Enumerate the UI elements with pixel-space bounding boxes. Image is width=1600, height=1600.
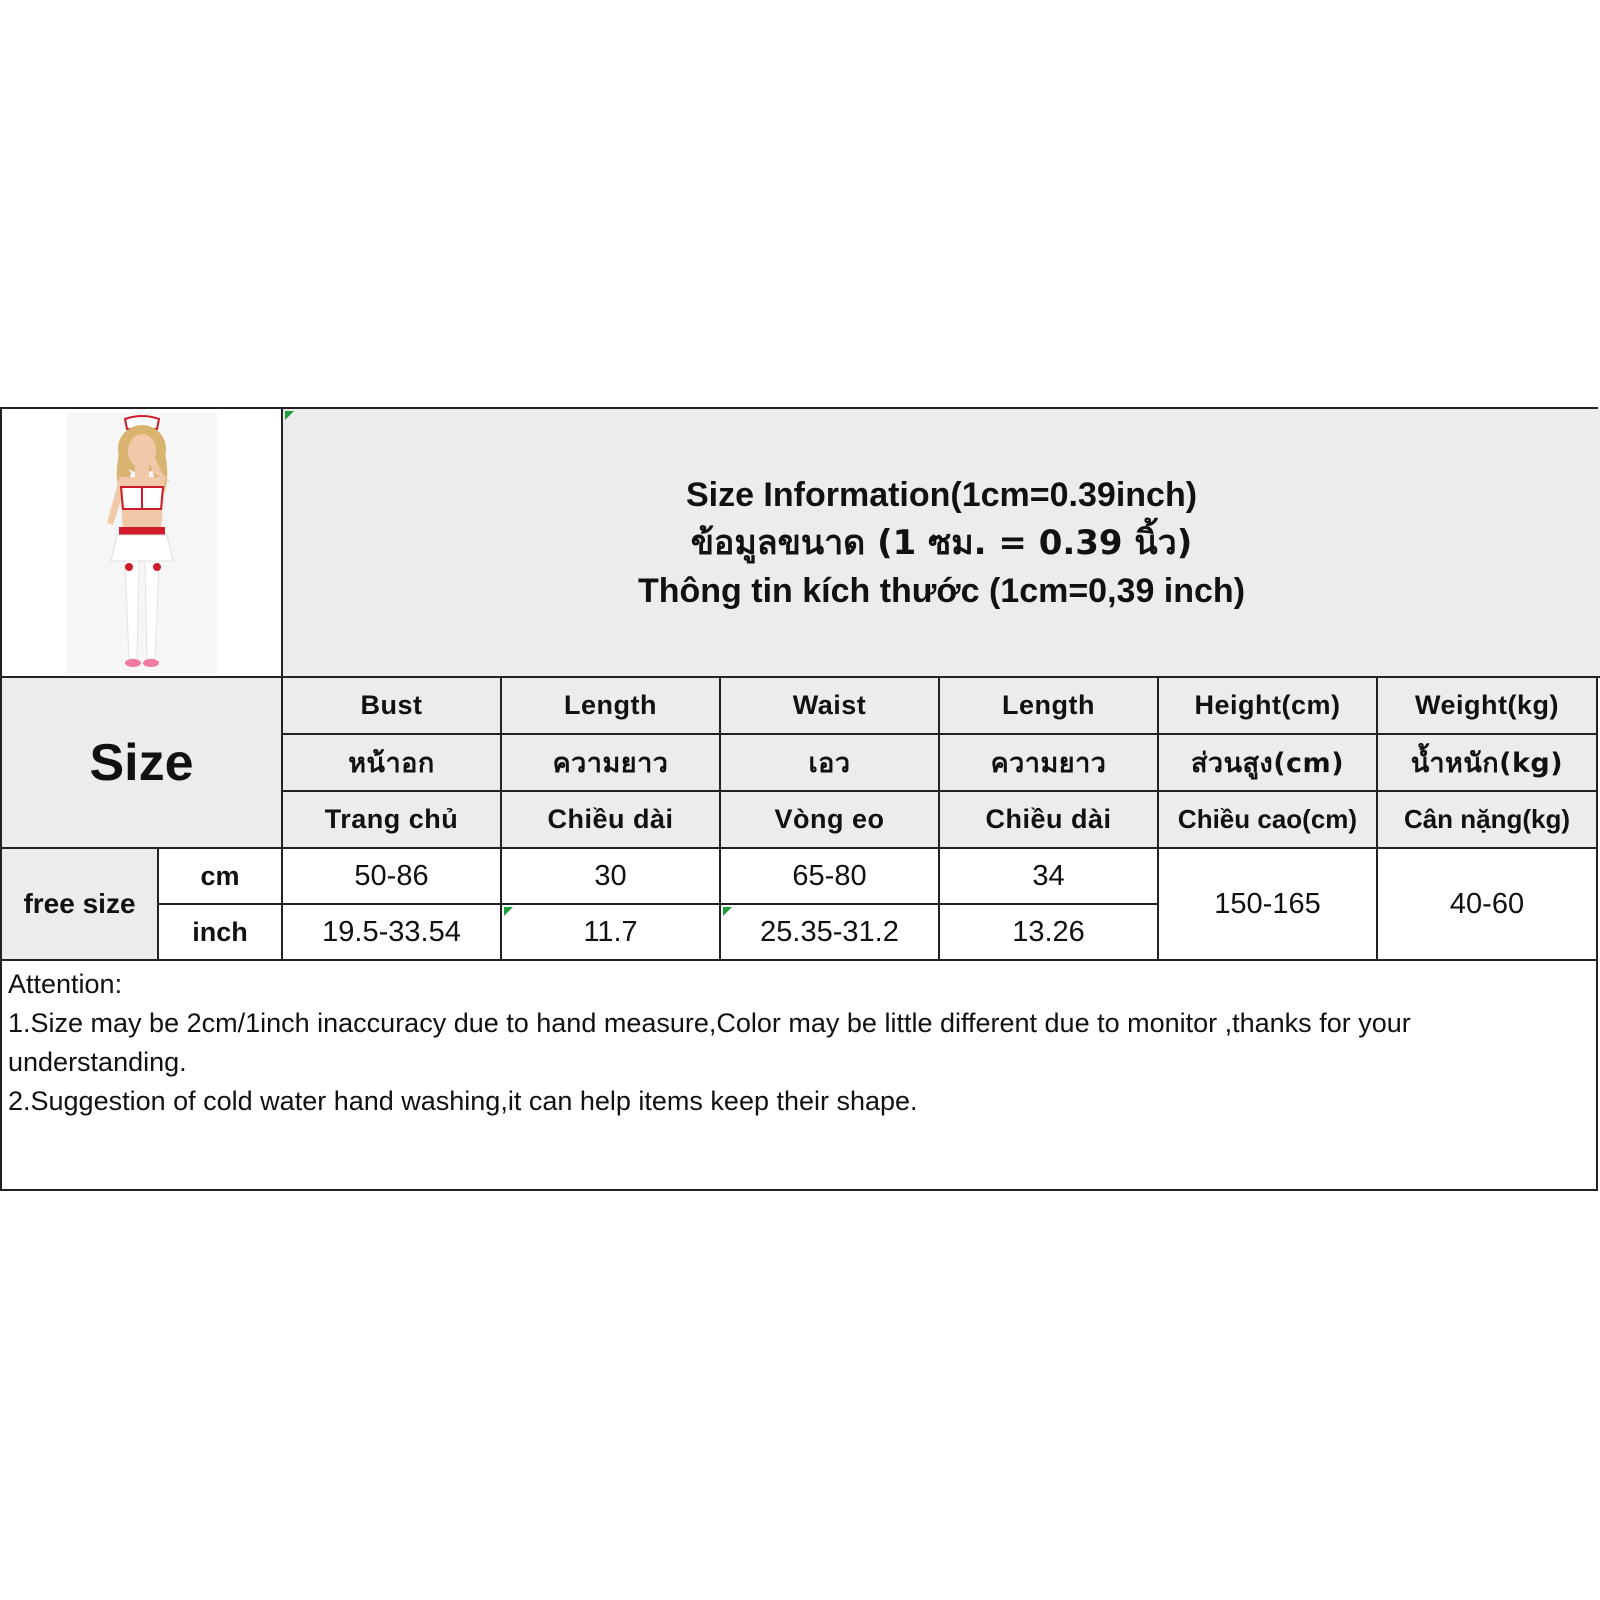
height-value: 150-165 [1159,849,1378,961]
length-cm-value: 30 [502,849,721,905]
cell-marker-icon [723,907,732,916]
header-length-vi: Chiều dài [502,792,721,849]
header-length2-en: Length [940,678,1159,735]
header-length-en: Length [502,678,721,735]
header-waist-th: เอว [721,735,940,792]
length2-cm-value: 34 [940,849,1159,905]
size-name-cell: free size [2,849,159,961]
header-bust-th: หน้าอก [283,735,502,792]
header-length2-vi: Chiều dài [940,792,1159,849]
header-height-en: Height(cm) [1159,678,1378,735]
weight-value: 40-60 [1378,849,1596,961]
header-bust-en: Bust [283,678,502,735]
length2-inch-value: 13.26 [940,905,1159,961]
attention-line-1: 1.Size may be 2cm/1inch inaccuracy due to hand measure,Color may be little different due to monitor ,thanks for your [8,1008,1411,1038]
product-photo-cell [2,409,283,678]
size-chart [0,407,1598,1191]
attention-notes [2,961,1596,1125]
waist-inch-value: 25.35-31.2 [721,905,940,961]
header-bust-vi: Trang chủ [283,792,502,849]
header-height-th: ส่วนสูง(cm) [1159,735,1378,792]
title-thai: ข้อมูลขนาด (1 ซม. = 0.39 นิ้ว) [690,522,1193,563]
attention-line-2: 2.Suggestion of cold water hand washing,it can help items keep their shape. [8,1086,918,1116]
size-label: Size [2,678,283,849]
cell-marker-icon [285,411,294,420]
waist-cm-value: 65-80 [721,849,940,905]
header-length-th: ความยาว [502,735,721,792]
attention-line-1-cont: understanding. [8,1047,187,1077]
header-weight-vi: Cân nặng(kg) [1378,792,1596,849]
header-waist-vi: Vòng eo [721,792,940,849]
header-waist-en: Waist [721,678,940,735]
unit-inch: inch [159,905,283,961]
attention-heading: Attention: [8,969,123,999]
title-vietnamese: Thông tin kích thước (1cm=0,39 inch) [637,571,1246,610]
header-length2-th: ความยาว [940,735,1159,792]
cell-marker-icon [504,907,513,916]
header-weight-th: น้ำหนัก(kg) [1378,735,1596,792]
bust-inch-value: 19.5-33.54 [283,905,502,961]
unit-cm: cm [159,849,283,905]
header-weight-en: Weight(kg) [1378,678,1596,735]
bust-cm-value: 50-86 [283,849,502,905]
header-height-vi: Chiều cao(cm) [1159,792,1378,849]
model-illustration [67,413,217,673]
length-inch-value: 11.7 [502,905,721,961]
product-photo [67,413,217,673]
title-english: Size Information(1cm=0.39inch) [685,475,1198,514]
title-cell [283,409,1600,678]
